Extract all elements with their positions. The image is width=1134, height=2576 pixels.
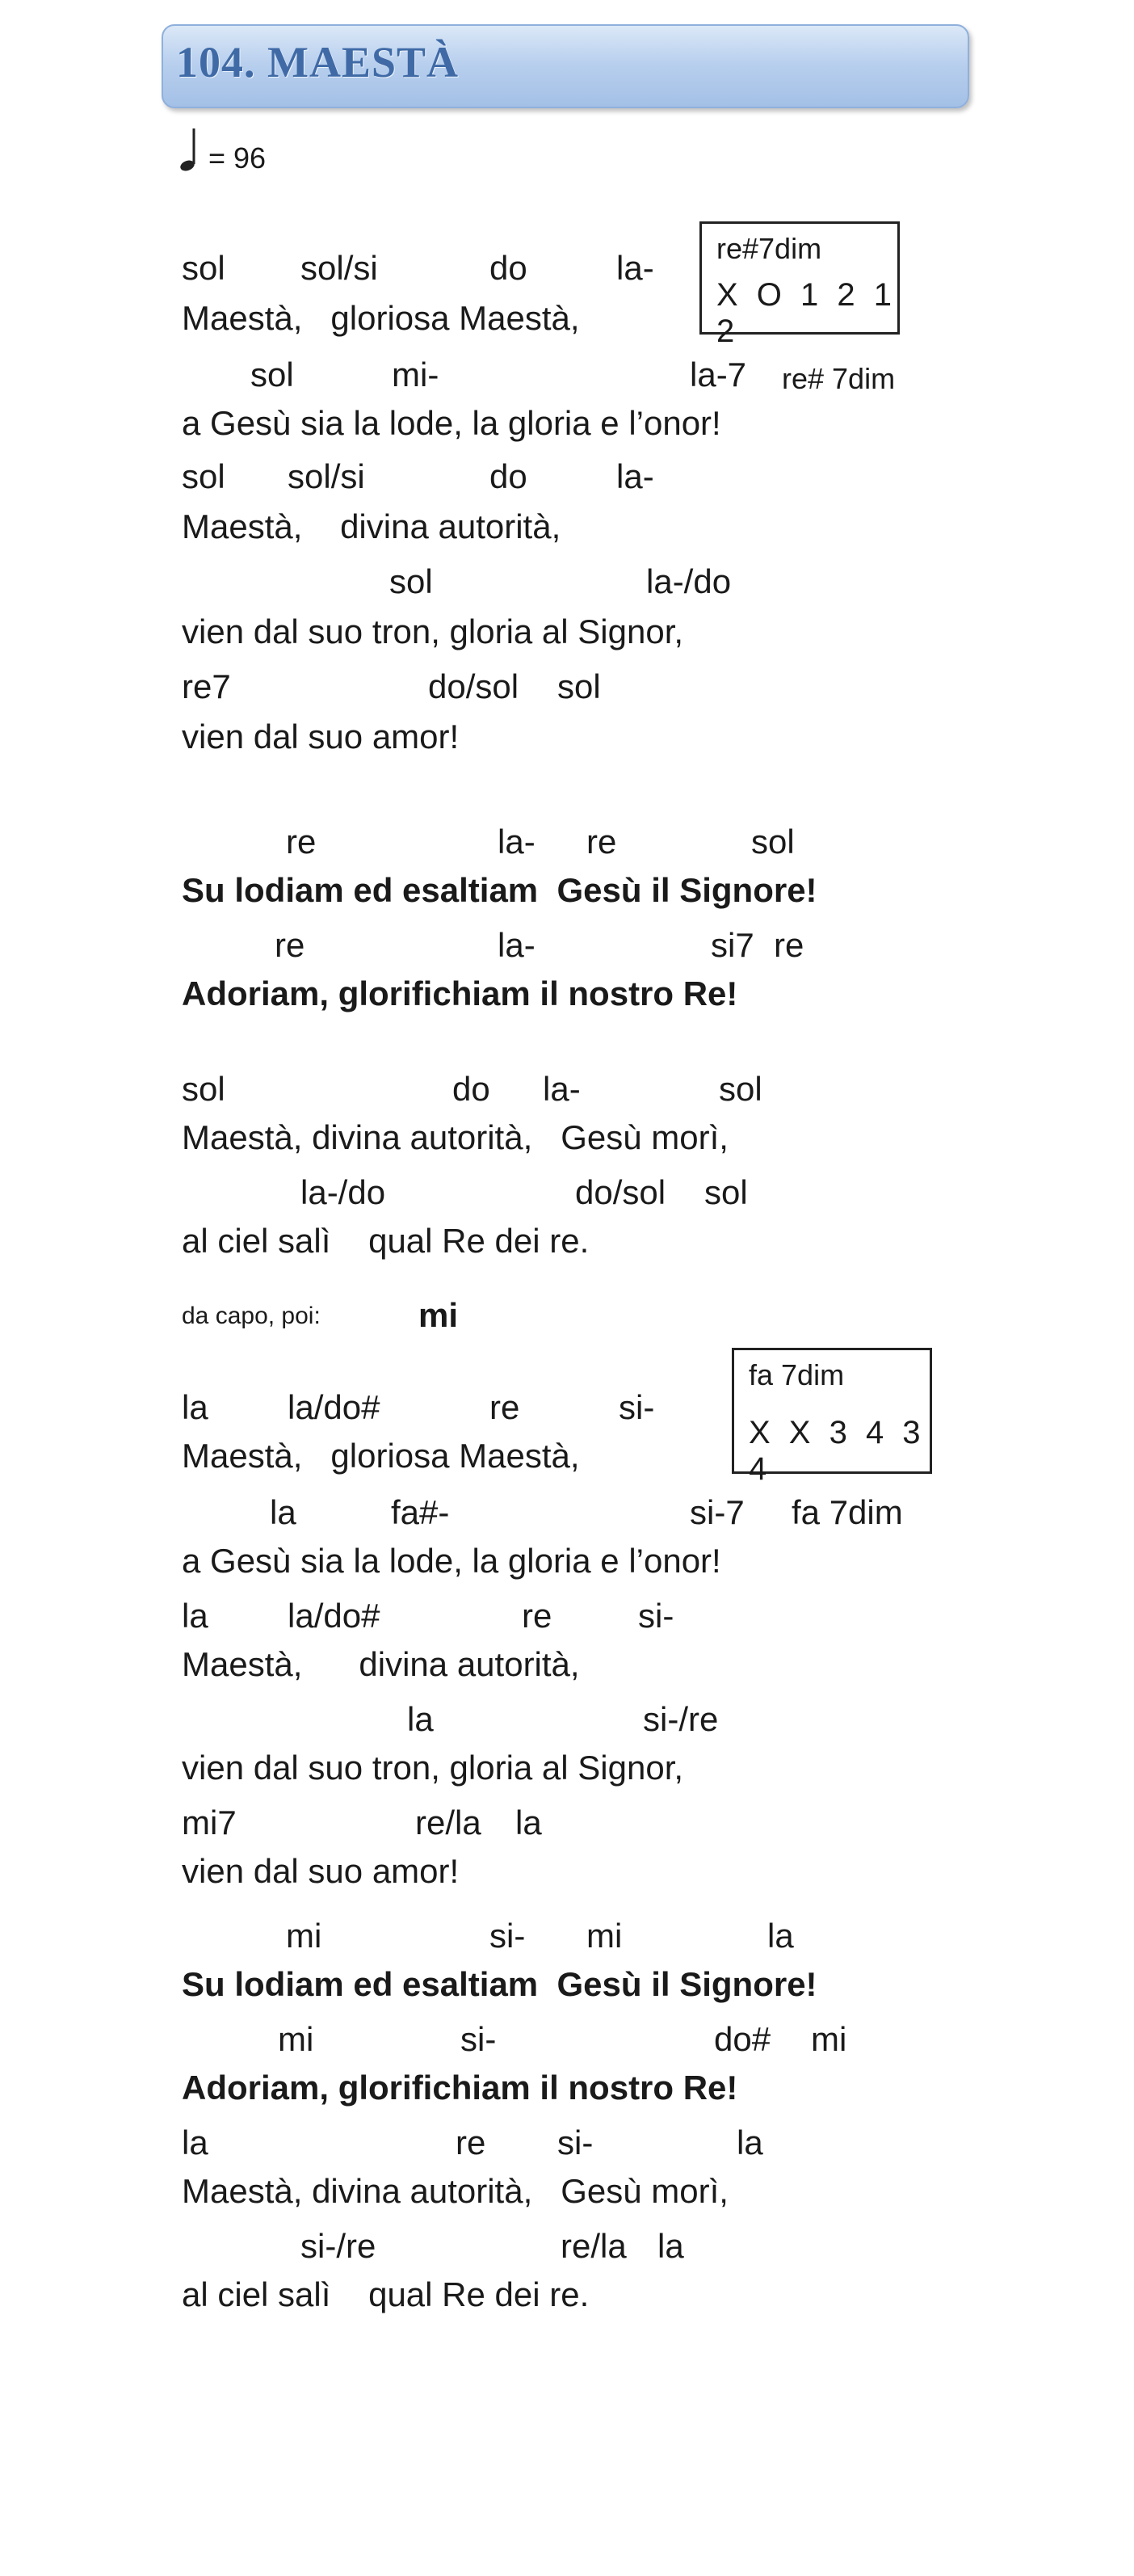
tempo-marking: = 96 <box>208 141 267 175</box>
chord-diagram-name: fa 7dim <box>749 1358 845 1391</box>
chord: la-/do <box>300 1173 386 1211</box>
chord: la- <box>616 457 654 495</box>
chord-diagram-re-sharp-7dim <box>699 221 900 349</box>
chord: fa#- <box>391 1493 450 1531</box>
chord: do/sol <box>428 667 519 705</box>
chord: la <box>270 1493 296 1531</box>
chord: sol <box>250 356 294 394</box>
chord-diagram-name: re#7dim <box>716 232 822 265</box>
chord: sol <box>719 1070 762 1108</box>
chord: la <box>657 2227 684 2265</box>
chorus-lyric-line: Adoriam, glorifichiam il nostro Re! <box>182 2069 738 2107</box>
chord: la/do# <box>288 1388 380 1426</box>
chord: la- <box>498 823 536 861</box>
lyric-line: Maestà, gloriosa Maestà, <box>182 1437 580 1475</box>
chord: re7 <box>182 667 231 705</box>
chord: re <box>774 926 804 964</box>
chord: mi <box>278 2020 314 2058</box>
lyric-line: Maestà, divina autorità, <box>182 1645 580 1683</box>
chord: si-/re <box>300 2227 376 2265</box>
chord: la- <box>616 249 654 287</box>
chord: re <box>522 1597 552 1635</box>
chord: la-7 <box>690 356 747 394</box>
chorus-lyric-line: Su lodiam ed esaltiam Gesù il Signore! <box>182 1965 817 2003</box>
lyric-line: vien dal suo amor! <box>182 718 460 756</box>
da-capo-label: da capo, poi: <box>182 1303 321 1329</box>
chord: sol <box>704 1173 748 1211</box>
quarter-note-icon <box>179 125 204 174</box>
chord: do/sol <box>575 1173 666 1211</box>
chord: mi7 <box>182 1804 237 1842</box>
chord: do <box>489 249 527 287</box>
chord-diagram-fingering: X X 3 4 3 4 <box>749 1415 926 1487</box>
chord: la <box>182 1388 208 1426</box>
chord: si- <box>619 1388 655 1426</box>
song-title: 104. MAESTÀ <box>176 38 460 86</box>
lyric-line: a Gesù sia la lode, la gloria e l’onor! <box>182 404 721 442</box>
chord: la/do# <box>288 1597 380 1635</box>
chord: la <box>515 1804 542 1842</box>
chord: do# <box>714 2020 771 2058</box>
lyric-line: Maestà, gloriosa Maestà, <box>182 299 580 337</box>
chord: mi <box>811 2020 847 2058</box>
chord: re <box>489 1388 520 1426</box>
title-banner <box>162 24 969 108</box>
chord: re/la <box>415 1804 481 1842</box>
chord: re/la <box>561 2227 627 2265</box>
chord: sol <box>182 457 225 495</box>
chorus-lyric-line: Su lodiam ed esaltiam Gesù il Signore! <box>182 871 817 909</box>
lyric-line: Maestà, divina autorità, <box>182 507 561 545</box>
chord: si- <box>460 2020 497 2058</box>
chord: mi <box>586 1917 623 1955</box>
chord: re <box>456 2124 486 2161</box>
chord: si- <box>638 1597 674 1635</box>
chord: sol <box>751 823 795 861</box>
lyric-line: Maestà, divina autorità, Gesù morì, <box>182 2172 729 2210</box>
chord: sol/si <box>300 249 378 287</box>
lyric-line: al ciel salì qual Re dei re. <box>182 1222 590 1260</box>
chord: re# 7dim <box>782 362 896 395</box>
chord: mi <box>286 1917 322 1955</box>
chord: la <box>407 1700 434 1738</box>
chord: re <box>586 823 617 861</box>
lyric-line: vien dal suo amor! <box>182 1852 460 1890</box>
chord: sol <box>182 1070 225 1108</box>
chord: si7 <box>711 926 754 964</box>
chord: la- <box>498 926 536 964</box>
chord: mi- <box>392 356 439 394</box>
lyric-line: vien dal suo tron, gloria al Signor, <box>182 1749 684 1787</box>
chord: si- <box>557 2124 594 2161</box>
chord-diagram-fa-7dim <box>732 1348 932 1487</box>
chord: la <box>182 1597 208 1635</box>
chorus-lyric-line: Adoriam, glorifichiam il nostro Re! <box>182 974 738 1012</box>
chord: re <box>286 823 317 861</box>
lyric-line: a Gesù sia la lode, la gloria e l’onor! <box>182 1542 721 1580</box>
lyric-line: Maestà, divina autorità, Gesù morì, <box>182 1118 729 1156</box>
chord: do <box>489 457 527 495</box>
chord: sol <box>389 562 433 600</box>
chord: la <box>737 2124 763 2161</box>
chord: la- <box>543 1070 581 1108</box>
chord: mi <box>418 1296 459 1334</box>
chord: sol <box>182 249 225 287</box>
chord: si-7 <box>690 1493 745 1531</box>
chord: la-/do <box>646 562 732 600</box>
chord: la <box>182 2124 208 2161</box>
chord: sol/si <box>288 457 365 495</box>
chord: si- <box>489 1917 526 1955</box>
chord-diagram-fingering: X O 1 2 1 2 <box>716 277 897 349</box>
chord: do <box>452 1070 490 1108</box>
chord: la <box>767 1917 794 1955</box>
chord: sol <box>557 667 601 705</box>
chord: si-/re <box>643 1700 719 1738</box>
chord: re <box>275 926 305 964</box>
chord: fa 7dim <box>792 1493 903 1531</box>
lyric-line: vien dal suo tron, gloria al Signor, <box>182 612 684 650</box>
lyric-line: al ciel salì qual Re dei re. <box>182 2275 590 2313</box>
